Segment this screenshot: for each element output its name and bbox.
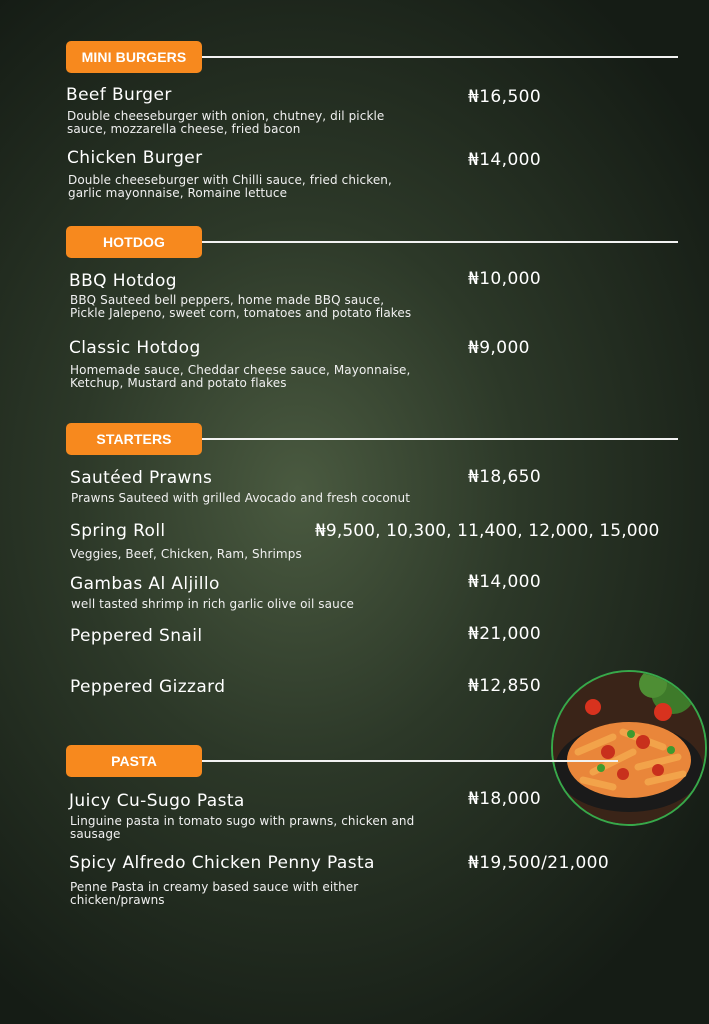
item-name-beef-burger: Beef Burger	[66, 85, 172, 105]
item-desc-classic-hotdog	[70, 364, 410, 390]
desc-line: Double cheeseburger with Chilli sauce, fried chicken,	[68, 173, 392, 187]
item-name-bbq-hotdog: BBQ Hotdog	[69, 271, 177, 291]
item-desc-spicy-alfredo-chicken-penny-pasta	[70, 881, 358, 907]
section-header-pasta	[66, 745, 678, 777]
section-title: HOTDOG	[66, 226, 202, 258]
desc-line: garlic mayonnaise, Romaine lettuce	[68, 186, 288, 200]
item-price-bbq-hotdog: ₦10,000	[468, 269, 542, 289]
desc-line: sausage	[70, 827, 121, 841]
desc-line: Pickle Jalepeno, sweet corn, tomatoes and potato flakes	[70, 306, 412, 320]
item-name-gambas-al-aljillo: Gambas Al Aljillo	[70, 574, 220, 594]
divider	[202, 56, 678, 58]
item-desc-bbq-hotdog	[70, 294, 411, 320]
item-desc-gambas-al-aljillo: well tasted shrimp in rich garlic olive oil sauce	[71, 597, 355, 611]
desc-line: Homemade sauce, Cheddar cheese sauce, Mayonnaise,	[70, 363, 411, 377]
desc-line: Penne Pasta in creamy based sauce with either	[70, 880, 359, 894]
item-price-peppered-snail: ₦21,000	[468, 624, 542, 644]
item-desc-sauteed-prawns: Prawns Sauteed with grilled Avocado and fresh coconut	[71, 491, 411, 505]
section-header-hotdog	[66, 226, 678, 258]
item-name-chicken-burger: Chicken Burger	[67, 148, 203, 168]
divider	[202, 438, 678, 440]
item-price-spring-roll: ₦9,500, 10,300, 11,400, 12,000, 15,000	[315, 521, 660, 541]
item-name-classic-hotdog: Classic Hotdog	[69, 338, 201, 358]
item-name-spicy-alfredo-chicken-penny-pasta: Spicy Alfredo Chicken Penny Pasta	[69, 853, 375, 873]
item-name-juicy-cu-sugo-pasta: Juicy Cu-Sugo Pasta	[69, 791, 245, 811]
divider	[202, 241, 678, 243]
item-price-sauteed-prawns: ₦18,650	[468, 467, 542, 487]
section-header-mini-burgers	[66, 41, 678, 73]
item-price-classic-hotdog: ₦9,000	[468, 338, 530, 358]
section-title: STARTERS	[66, 423, 202, 455]
item-name-peppered-gizzard: Peppered Gizzard	[70, 677, 226, 697]
item-price-chicken-burger: ₦14,000	[468, 150, 542, 170]
item-price-juicy-cu-sugo-pasta: ₦18,000	[468, 789, 542, 809]
desc-line: sauce, mozzarella cheese, fried bacon	[67, 122, 301, 136]
desc-line: Linguine pasta in tomato sugo with prawns, chicken and	[70, 814, 415, 828]
desc-line: Double cheeseburger with onion, chutney, dil pickle	[67, 109, 385, 123]
divider	[202, 760, 618, 762]
item-desc-spring-roll: Veggies, Beef, Chicken, Ram, Shrimps	[70, 547, 302, 561]
item-price-beef-burger: ₦16,500	[468, 87, 542, 107]
item-price-spicy-alfredo-chicken-penny-pasta: ₦19,500/21,000	[468, 853, 610, 873]
section-header-starters	[66, 423, 678, 455]
item-price-gambas-al-aljillo: ₦14,000	[468, 572, 542, 592]
desc-line: BBQ Sauteed bell peppers, home made BBQ sauce,	[70, 293, 385, 307]
item-price-peppered-gizzard: ₦12,850	[468, 676, 542, 696]
item-name-sauteed-prawns: Sautéed Prawns	[70, 468, 213, 488]
section-title: PASTA	[66, 745, 202, 777]
item-desc-beef-burger	[67, 110, 384, 136]
section-title: MINI BURGERS	[66, 41, 202, 73]
desc-line: Ketchup, Mustard and potato flakes	[70, 376, 287, 390]
item-desc-chicken-burger	[68, 174, 392, 200]
item-desc-juicy-cu-sugo-pasta	[70, 815, 414, 841]
item-name-spring-roll: Spring Roll	[70, 521, 166, 541]
item-name-peppered-snail: Peppered Snail	[70, 626, 203, 646]
desc-line: chicken/prawns	[70, 893, 165, 907]
